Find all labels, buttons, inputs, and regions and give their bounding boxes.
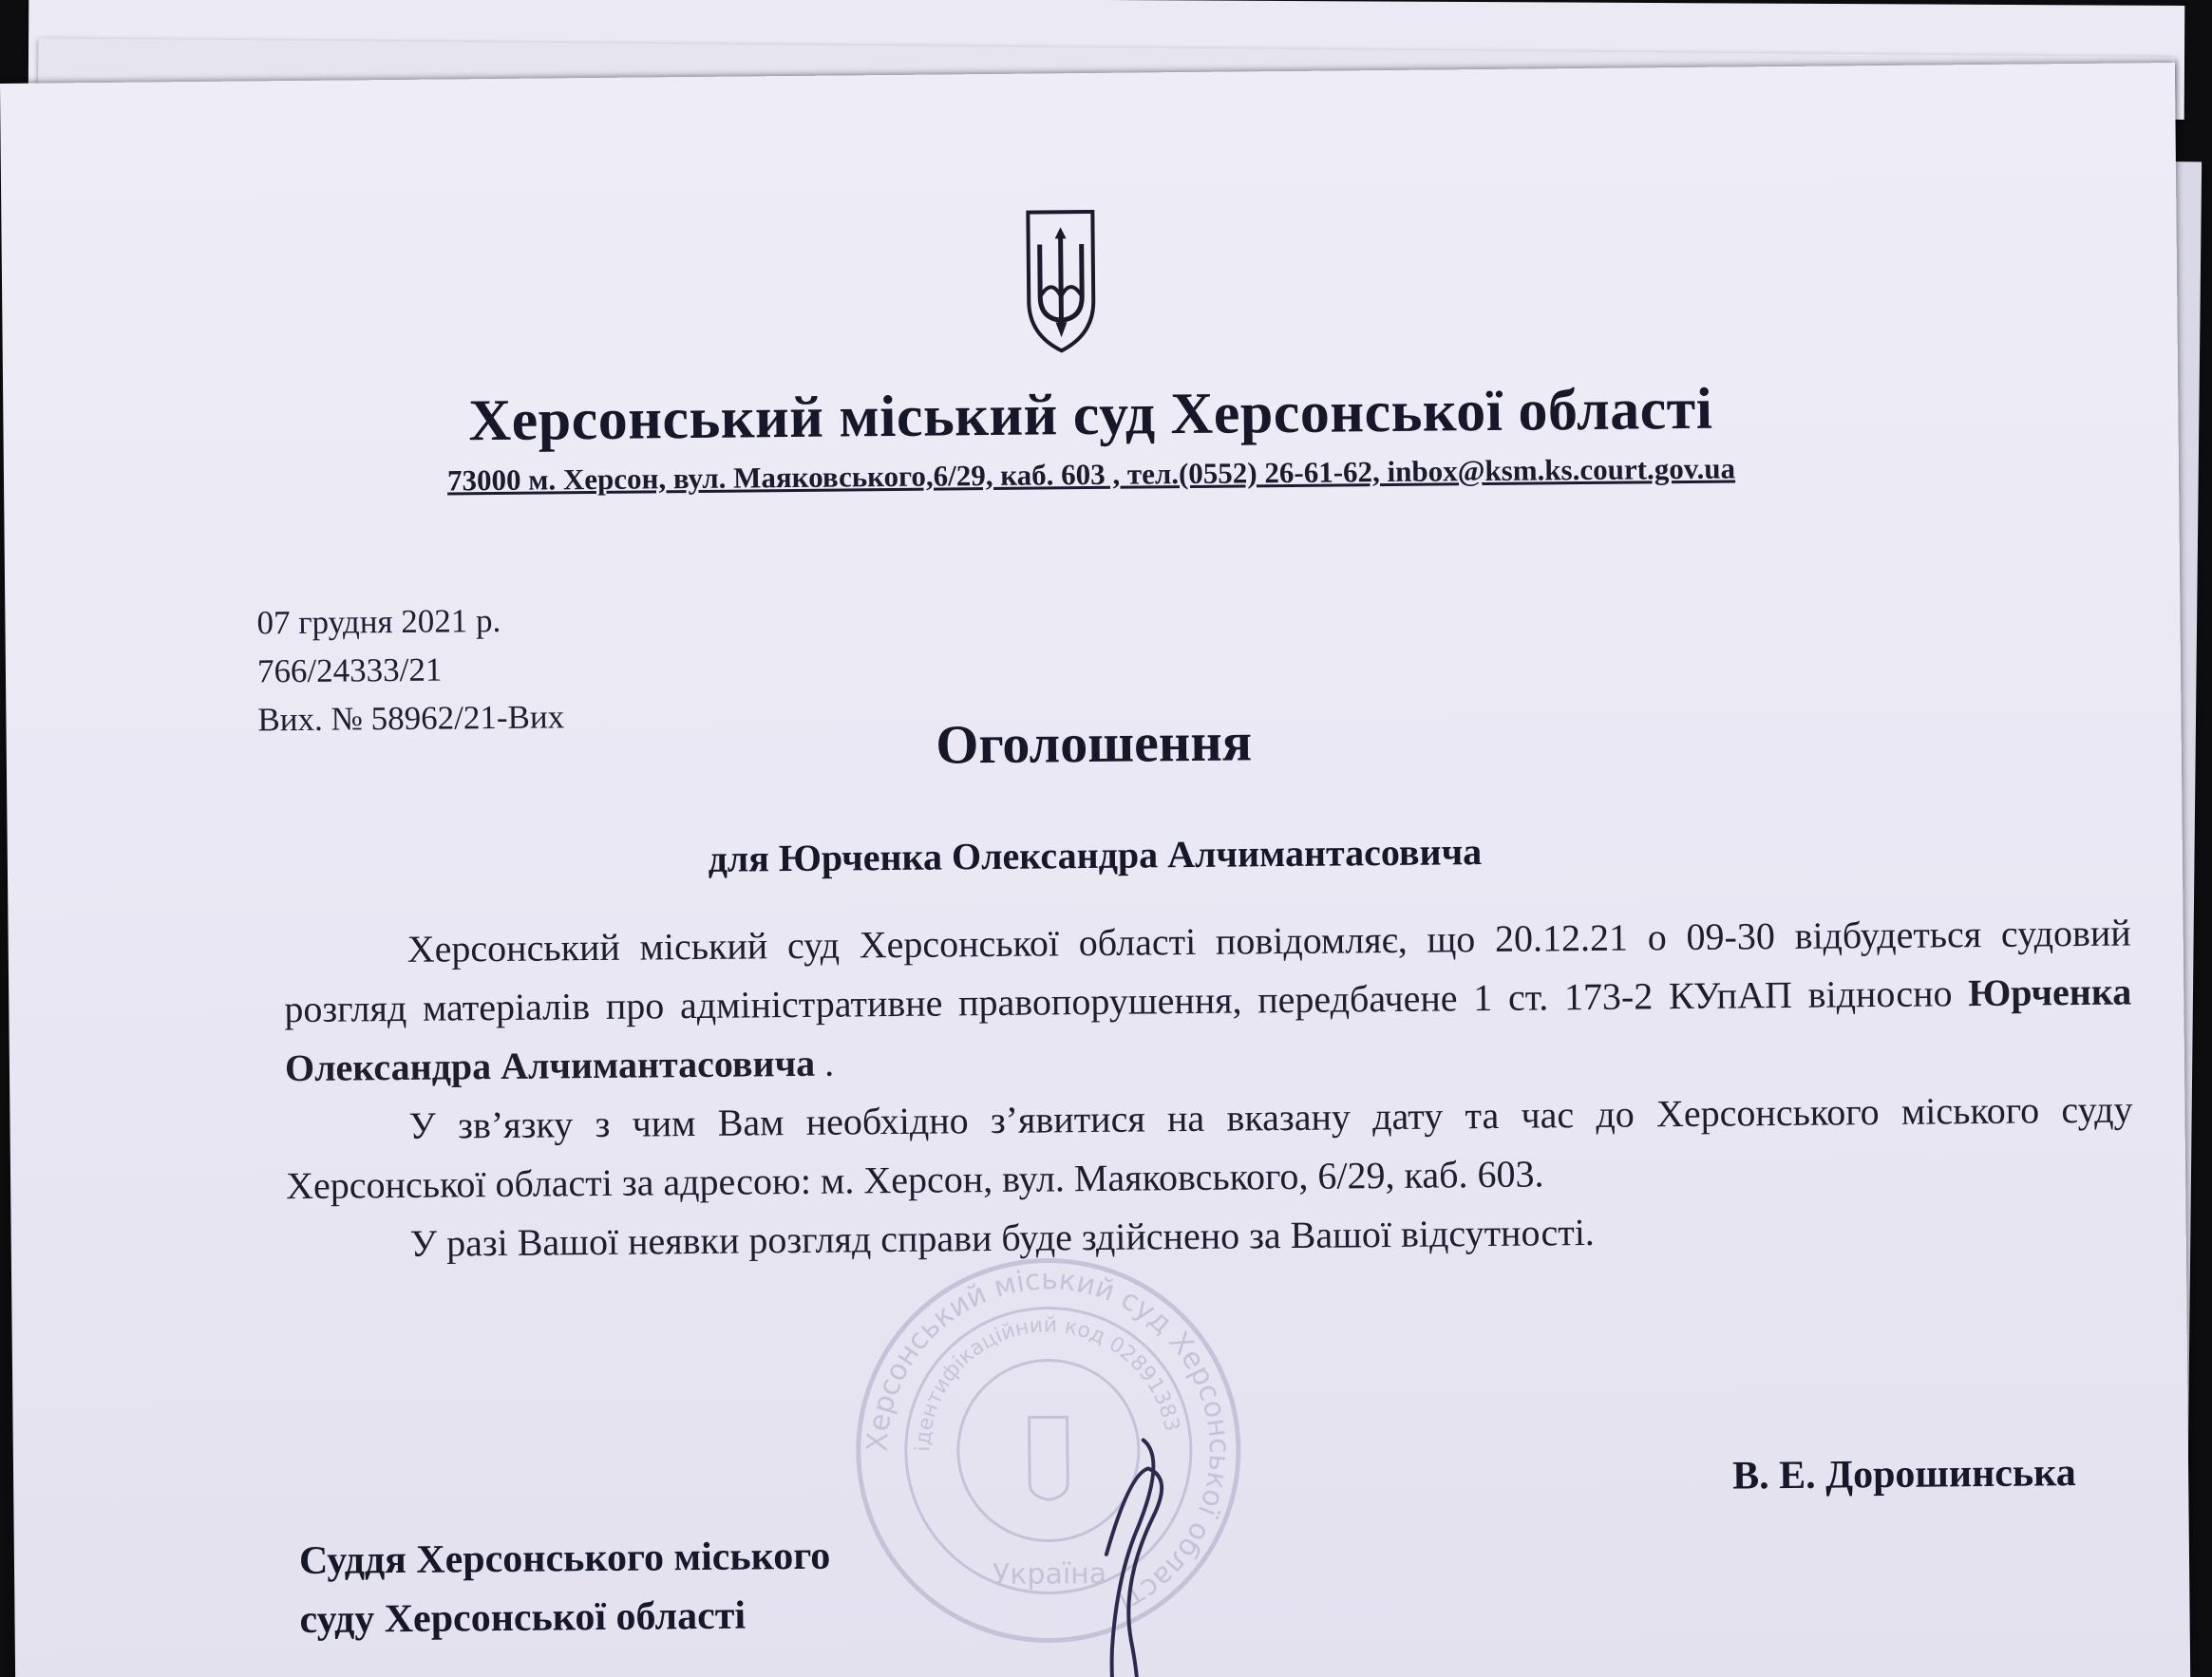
judge-title-line-2: суду Херсонської області — [299, 1593, 747, 1643]
case-number: 766/24333/21 — [256, 650, 443, 690]
document-date: 07 грудня 2021 р. — [256, 601, 501, 642]
stamp-bottom-text: Україна — [992, 1556, 1107, 1592]
court-address: 73000 м. Херсон, вул. Маяковського,6/29, каб. 603 , тел.(0552) 26-61-62, inbox@ksm.ks.court.gov.ua — [446, 451, 1736, 498]
court-name: Херсонський міський суд Херсонської області — [468, 376, 1713, 454]
notice-body — [283, 904, 2133, 1275]
outgoing-number: Вих. № 58962/21-Вих — [257, 698, 565, 739]
notice-paragraph-2: У зв’язку з чим Вам необхідно з’явитися на вказану дату та час до Херсонського міського суду Херсонської області за адресою: м. Херсон, вул. Маяковського, 6/29, каб. 603. — [285, 1087, 2133, 1208]
paragraph-1-text: Херсонський міський суд Херсонської області повідомляє, що 20.12.21 о 09-30 відбудеться судовий розгляд матеріалів про адміністративне правопорушення, передбачене 1 ст. 173-2 КУпАП відносно — [284, 911, 2131, 1031]
notice-paragraph-3: У разі Вашої неявки розгляд справи буде здійснено за Вашої відсутності. — [409, 1210, 1596, 1265]
notice-paragraph-1 — [283, 904, 2132, 1099]
stamp-outer-text: Херсонський міський суд Херсонської області — [860, 1263, 1237, 1620]
addressee: для Юрченка Олександра Алчимантасовича — [708, 830, 1483, 880]
trident-emblem-icon — [1022, 206, 1100, 359]
court-seal-stamp — [847, 1249, 1250, 1651]
judge-name: В. Е. Дорошинська — [1731, 1451, 2076, 1498]
judge-title-line-1: Суддя Херсонського міського — [298, 1534, 831, 1584]
defendant-name: Юрченка Олександра Алчимантасовича — [284, 970, 2132, 1090]
stamp-code-text: ідентифікаційний код 02891383 — [911, 1313, 1184, 1452]
document-heading: Оголошення — [936, 710, 1253, 776]
document-sheet — [0, 63, 2190, 1677]
paragraph-1-end: . — [814, 1041, 835, 1084]
judge-title — [299, 1527, 832, 1649]
handwritten-signature — [1077, 1430, 1184, 1677]
